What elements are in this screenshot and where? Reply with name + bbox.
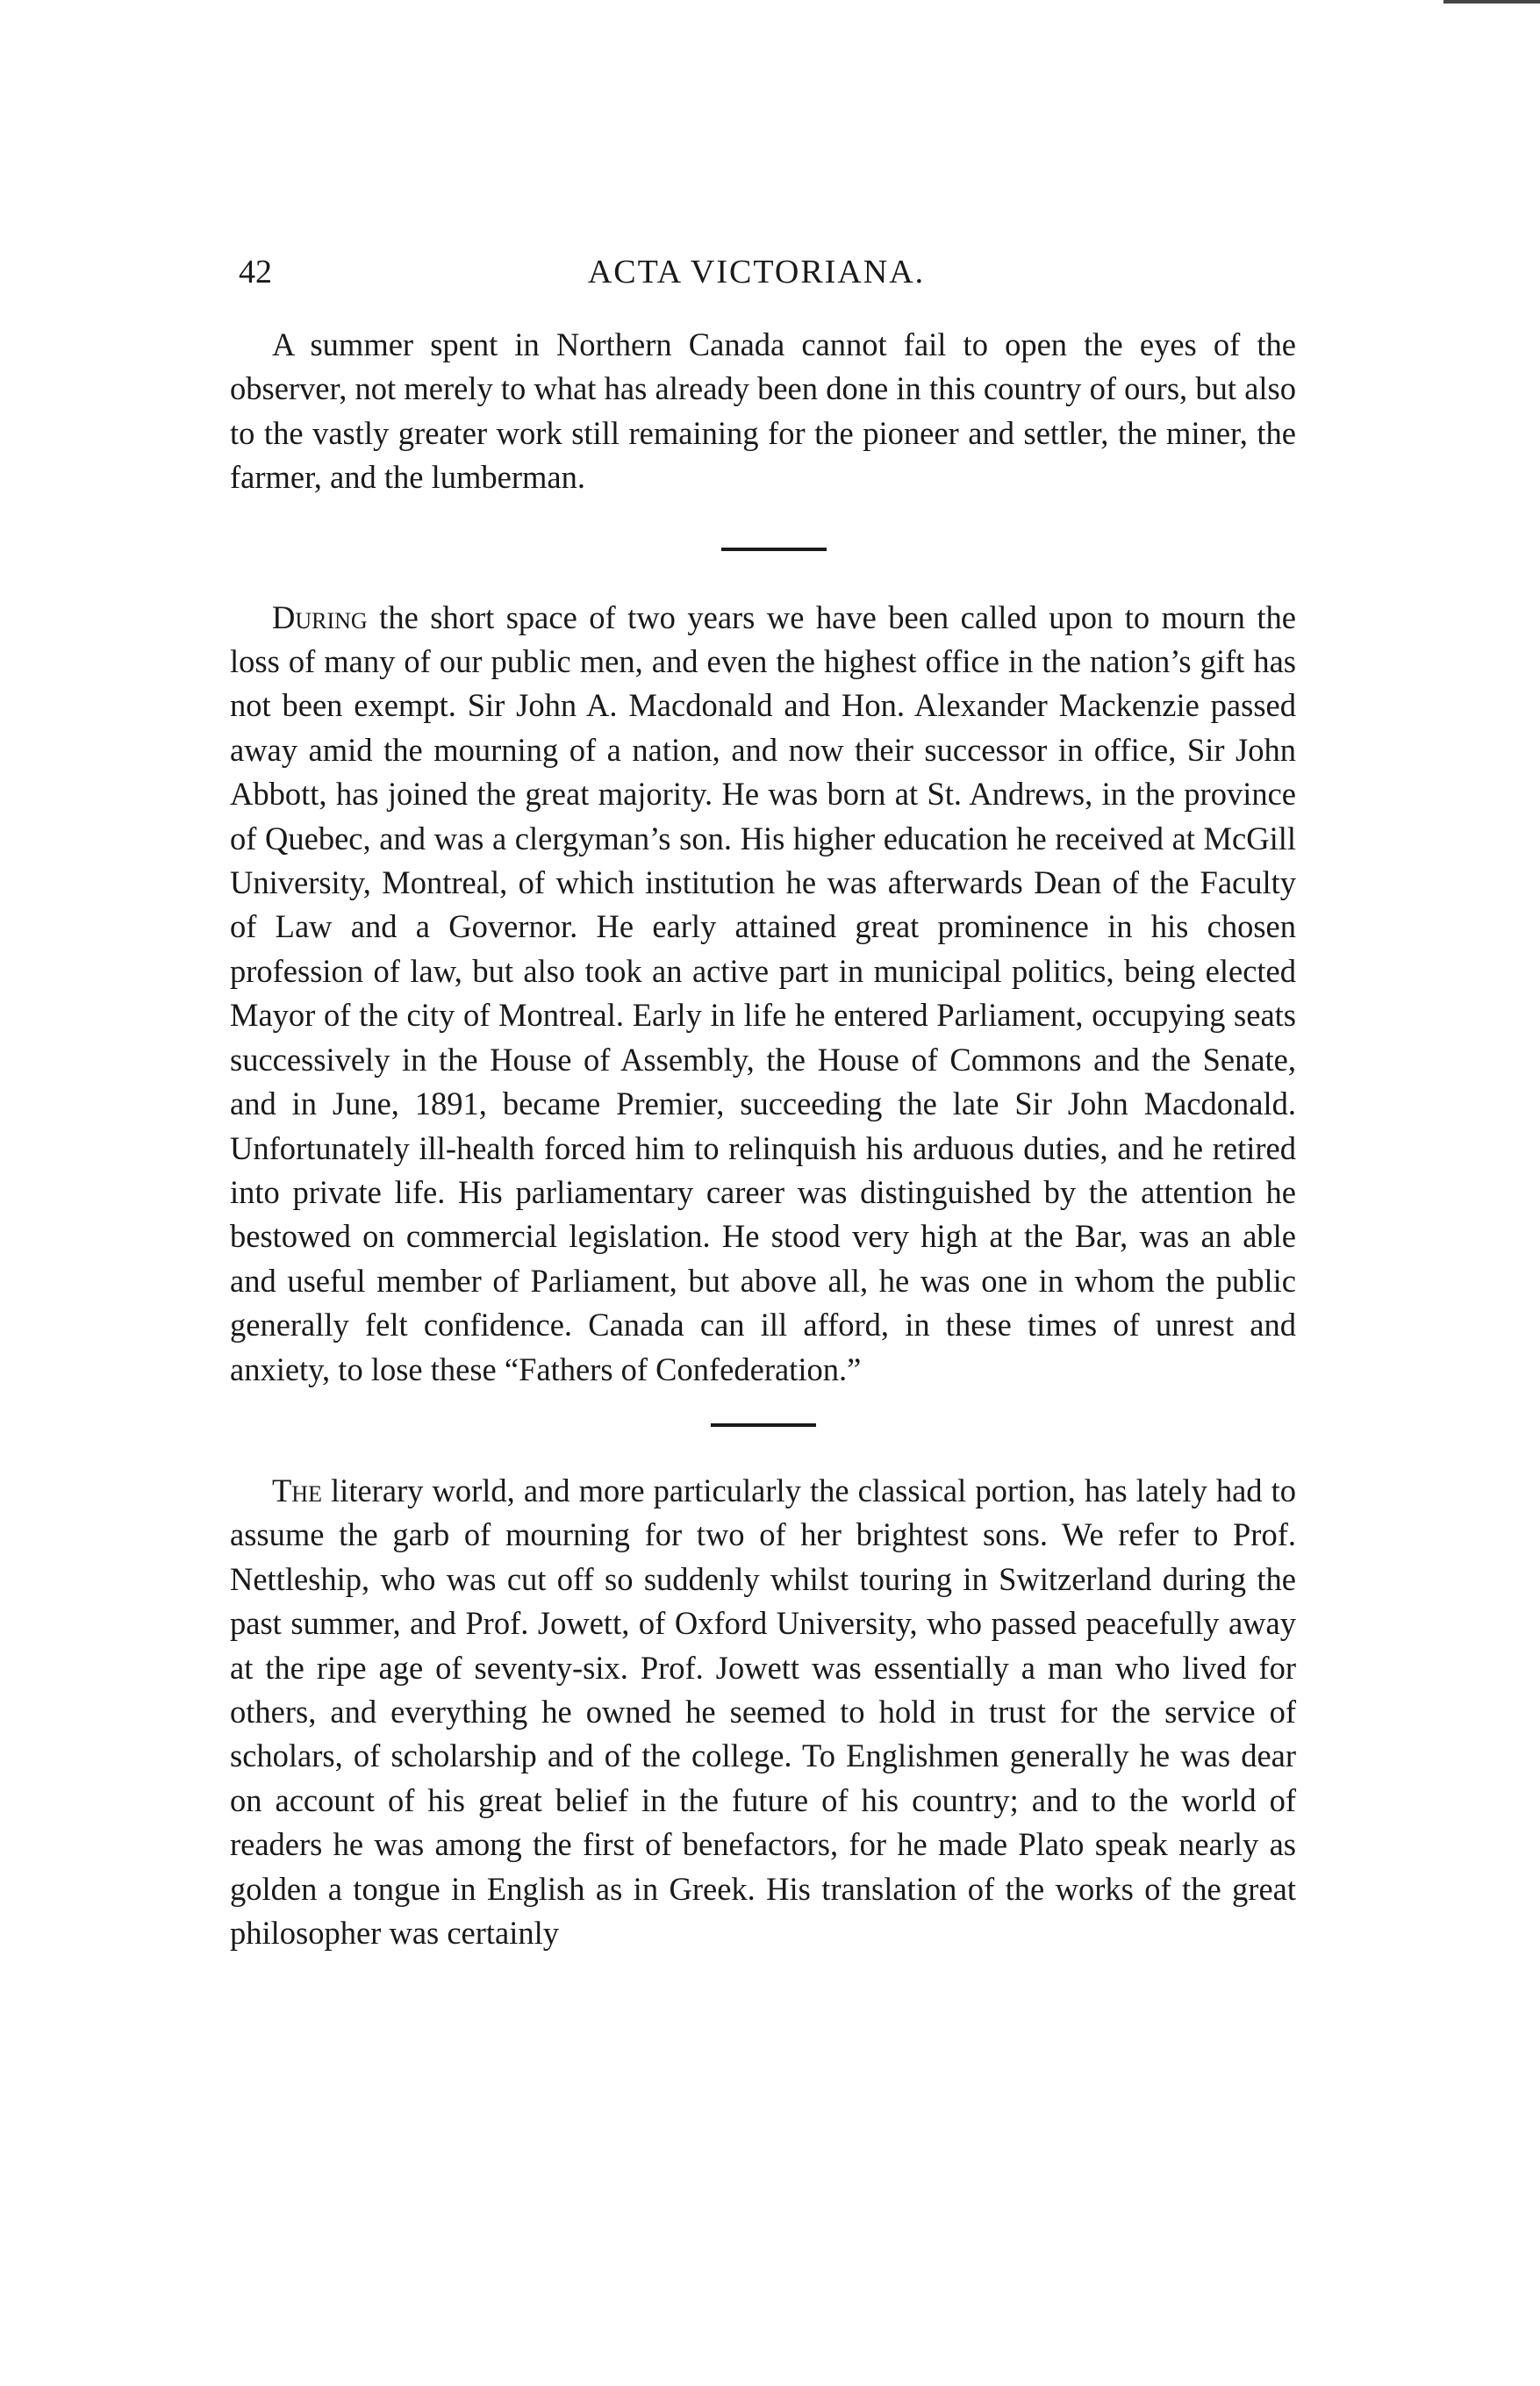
page-number: 42 bbox=[239, 254, 272, 290]
paragraph-literary-world bbox=[230, 1469, 1296, 1955]
paragraph-text: literary world, and more particularly the classical portion, has lately had to assume the garb of mourning for two of her brightest sons. We refer to Prof. Nettleship, who was cut off so suddenly whilst touring in Switzerland during the past summer, and Prof. Jowett, of Oxford University, who passed peacefully away at the ripe age of seventy-six. Prof. Jowett was essentially a man who lived for others, and everything he owned he seemed to hold in trust for the service of scholars, of scholarship and of the college. To Englishmen generally he was dear on account of his great belief in the future of his country; and to the world of readers he was among the first of benefactors, for he made Plato speak nearly as golden a tongue in English as in Greek. His translation of the works of the great philosopher was certainly bbox=[230, 1472, 1296, 1951]
scan-edge-mark bbox=[1443, 0, 1540, 4]
page-header bbox=[221, 246, 1292, 298]
paragraph-text: the short space of two years we have been called upon to mourn the loss of many of our public men, and even the highest office in the nation’s gift has not been exempt. Sir John A. Macdonald and Hon. Alexander Mackenzie passed away amid the mourning of a nation, and now their successor in office, Sir John Abbott, has joined the great majority. He was born at St. Andrews, in the province of Quebec, and was a clergyman’s son. His higher education he received at McGill University, Montreal, of which institution he was afterwards Dean of the Faculty of Law and a Governor. He early attained great prominence in his chosen profession of law, but also took an active part in municipal politics, being elected Mayor of the city of Montreal. Early in life he entered Parliament, occupying seats successively in the House of Assembly, the House of Commons and the Senate, and in June, 1891, became Premier, succeeding the late Sir John Macdonald. Unfortunately ill-health forced him to relinquish his arduous duties, and he retired into private life. His parliamentary career was distinguished by the attention he bestowed on commercial legislation. He stood very high at the Bar, was an able and useful member of Parliament, but above all, he was one in whom the public generally felt confidence. Canada can ill afford, in these times of unrest and anxiety, to lose these “Fathers of Confederation.” bbox=[230, 598, 1296, 1387]
section-divider bbox=[711, 1423, 816, 1427]
running-title: ACTA VICTORIANA. bbox=[587, 254, 926, 290]
paragraph-text: A summer spent in Northern Canada cannot fail to open the eyes of the observer, not merely to what has already been done in this country of ours, but also to the vastly greater work still remaining for the pioneer and settler, the miner, the farmer, and the lumberman. bbox=[230, 326, 1296, 496]
paragraph-northern-canada bbox=[230, 323, 1296, 500]
paragraph-lead: During bbox=[272, 598, 368, 635]
article-body bbox=[230, 323, 1296, 1955]
paragraph-lead: The bbox=[272, 1472, 322, 1508]
paragraph-sir-john-abbott bbox=[230, 596, 1296, 1392]
section-divider bbox=[721, 548, 827, 551]
